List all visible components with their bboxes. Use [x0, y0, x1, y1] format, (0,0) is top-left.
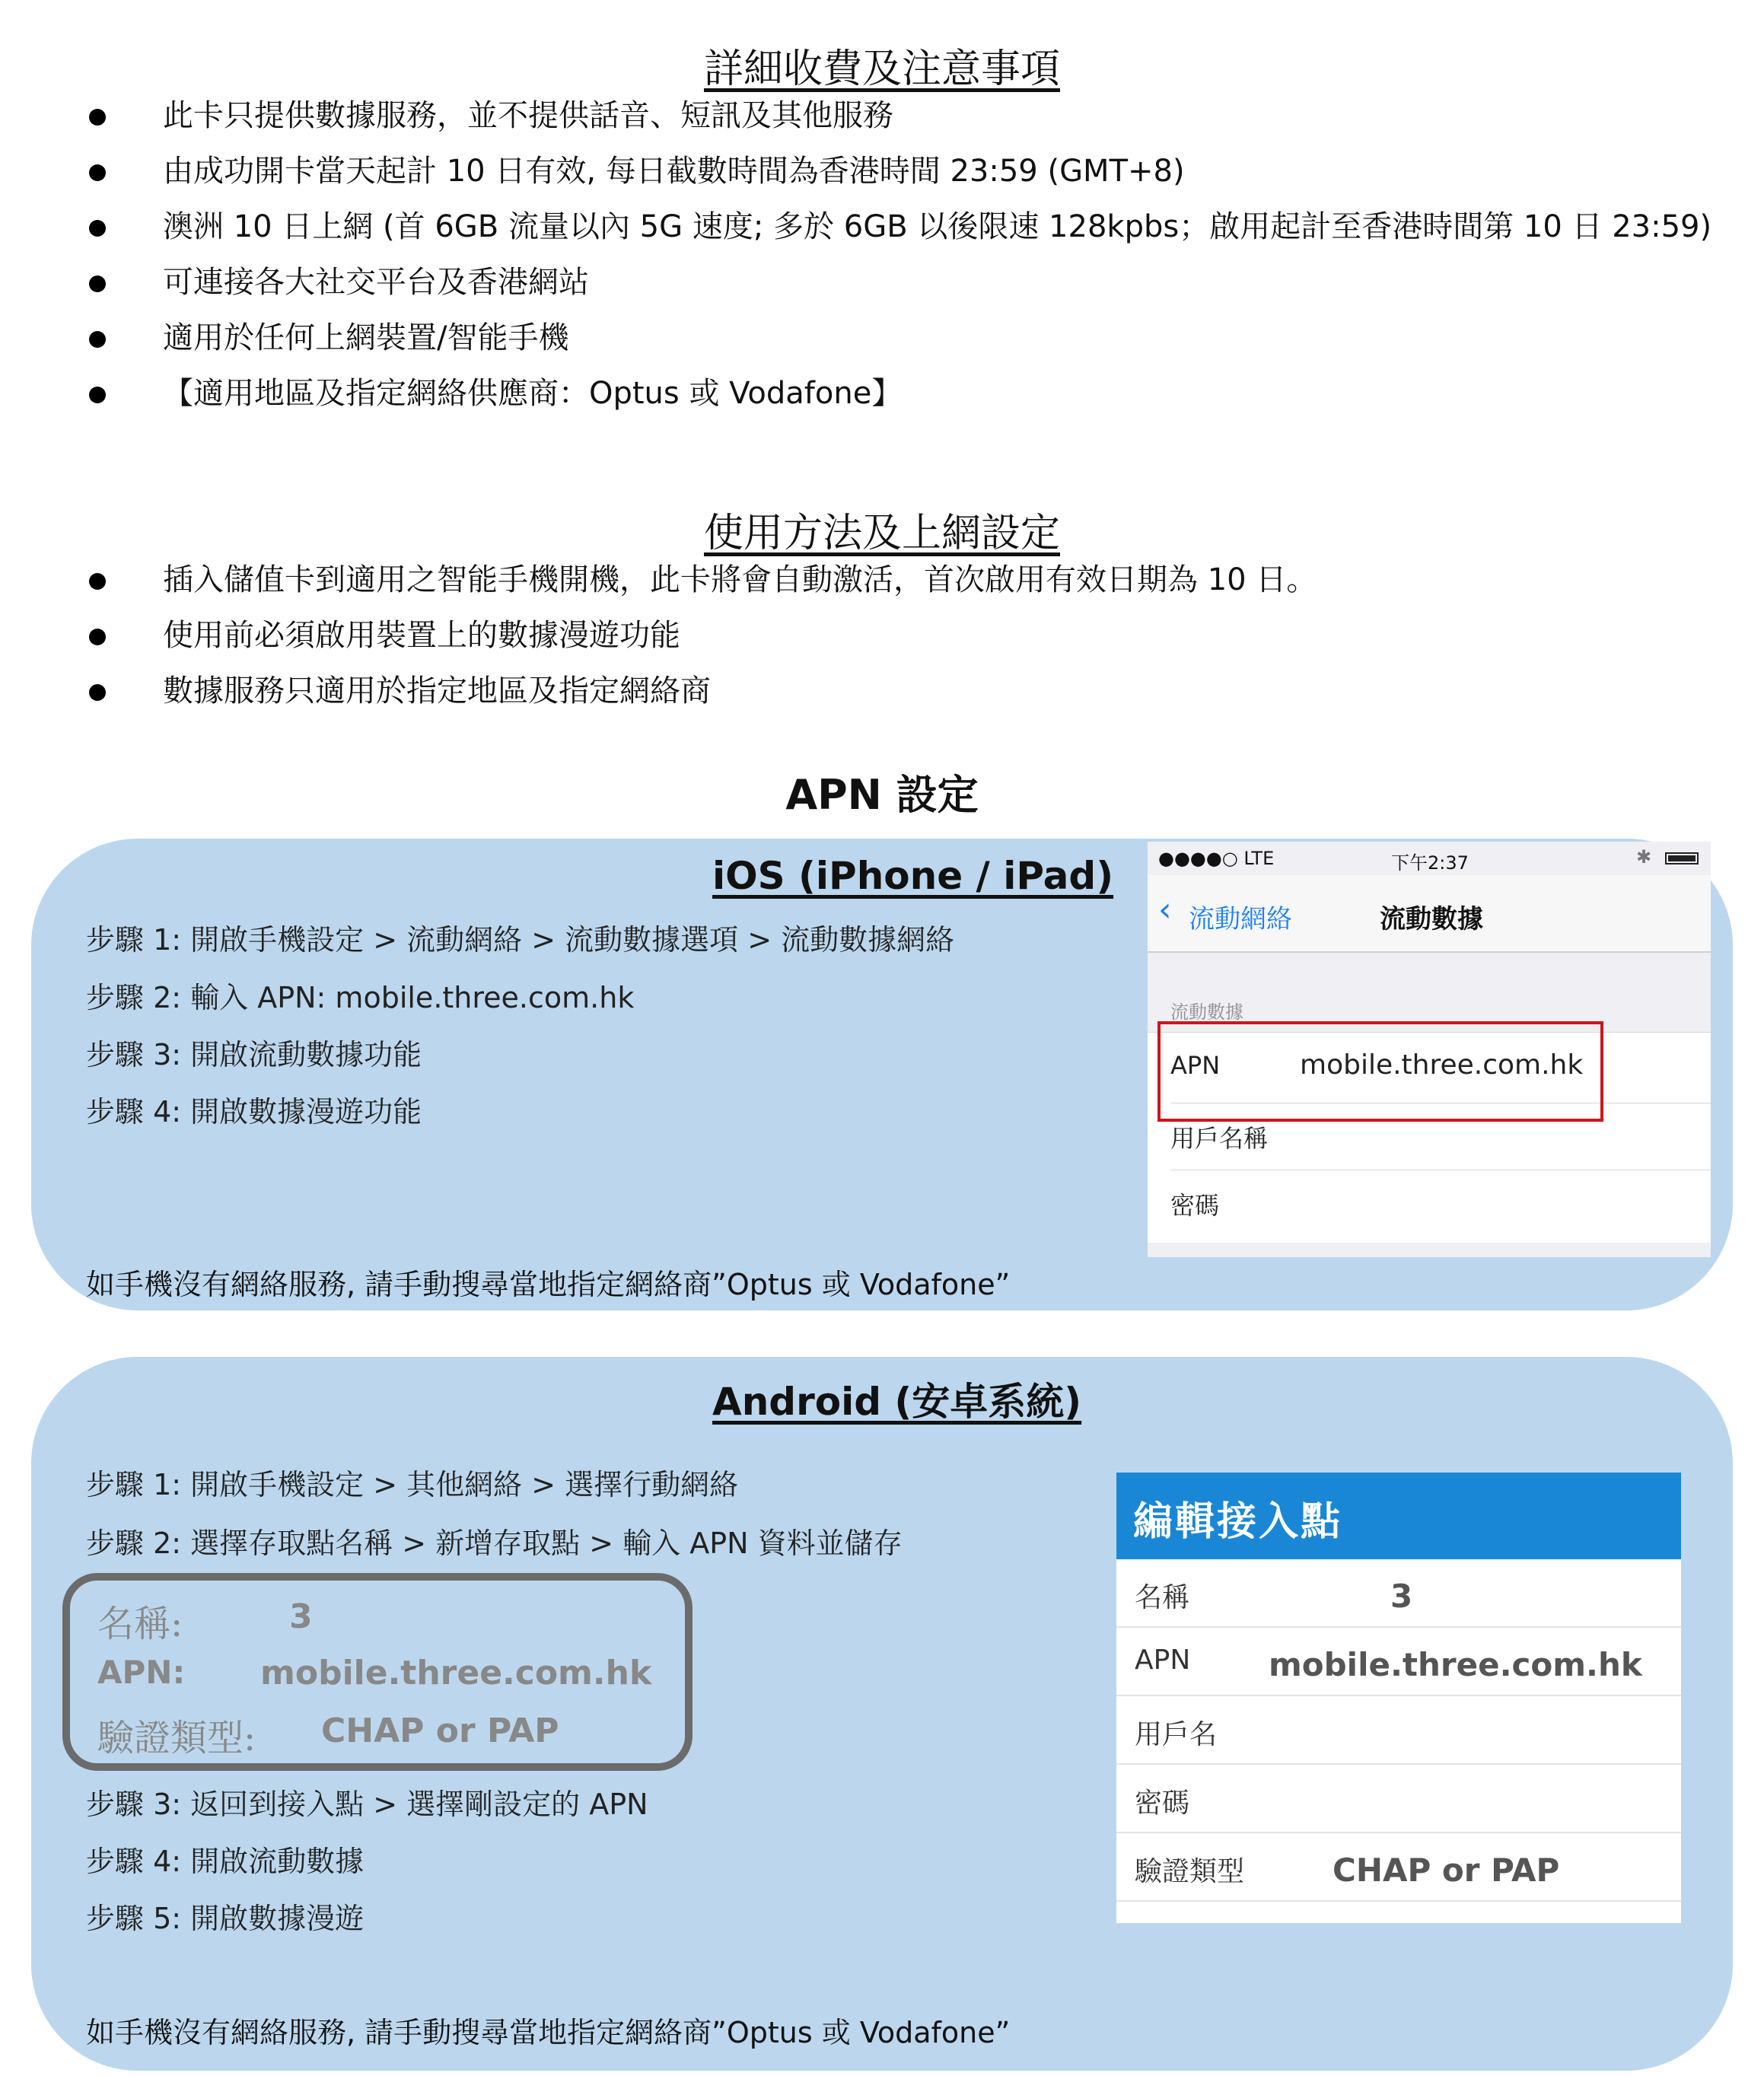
android-app-bar — [1116, 1473, 1681, 1559]
nav-title: 流動數據 — [1380, 904, 1483, 935]
bullet-icon — [89, 331, 106, 348]
section-title-fees: 詳細收費及注意事項 — [703, 46, 1060, 92]
list-item: 使用前必須啟用裝置上的數據漫遊功能 — [76, 608, 1317, 664]
bullet-icon — [89, 629, 106, 645]
bullet-icon — [89, 684, 106, 701]
time-label: 下午2:37 — [1391, 852, 1469, 874]
list-item: 澳洲 10 日上網 (首 6GB 流量以內 5G 速度; 多於 6GB 以後限速 128kpbs；啟用起計至香港時間第 10 日 23:59) — [76, 199, 1711, 255]
apn-label: APN — [1135, 1645, 1191, 1676]
bullet-icon — [89, 109, 106, 126]
list-item: 此卡只提供數據服務，並不提供話音、短訊及其他服務 — [76, 88, 1711, 144]
bluetooth-icon: ✱ — [1636, 846, 1652, 868]
auth-label: 驗證類型 — [1135, 1856, 1245, 1887]
apn-label: APN — [1170, 1051, 1221, 1080]
group-header: 流動數據 — [1170, 1001, 1243, 1023]
list-item: 插入儲值卡到適用之智能手機開機，此卡將會自動激活，首次啟用有效日期為 10 日。 — [76, 552, 1317, 608]
name-label: 名稱 — [1135, 1582, 1190, 1613]
ios-section-title: iOS (iPhone / iPad) — [712, 854, 1114, 898]
password-row[interactable] — [1116, 1765, 1681, 1833]
ios-step-4: 步驟 4: 開啟數據漫遊功能 — [86, 1095, 422, 1129]
ios-status-bar — [1148, 842, 1711, 875]
apn-details-box — [62, 1573, 693, 1771]
password-label[interactable]: 密碼 — [1170, 1191, 1220, 1220]
apn-field[interactable]: mobile.three.com.hk — [1300, 1049, 1584, 1081]
back-button[interactable]: 流動網絡 — [1189, 904, 1292, 935]
bullet-icon — [89, 275, 106, 292]
ios-network-note: 如手機沒有網絡服務, 請手動搜尋當地指定網絡商”Optus 或 Vodafone” — [86, 1268, 1011, 1301]
bullet-icon — [89, 220, 106, 237]
apn-value: mobile.three.com.hk — [1269, 1646, 1642, 1683]
back-chevron-icon[interactable]: ‹ — [1158, 890, 1172, 929]
auth-label: 驗證類型: — [97, 1717, 256, 1759]
password-label: 密碼 — [1135, 1788, 1190, 1819]
username-label: 用戶名 — [1135, 1719, 1218, 1750]
android-network-note: 如手機沒有網絡服務, 請手動搜尋當地指定網絡商”Optus 或 Vodafone” — [86, 2016, 1011, 2049]
auth-type-row[interactable] — [1116, 1833, 1681, 1902]
battery-icon — [1665, 852, 1699, 864]
list-item: 適用於任何上網裝置/智能手機 — [76, 310, 1711, 366]
ios-step-2: 步驟 2: 輸入 APN: mobile.three.com.hk — [86, 981, 635, 1014]
android-apn-screenshot — [1116, 1473, 1681, 1923]
android-step-5: 步驟 5: 開啟數據漫遊 — [86, 1902, 365, 1935]
android-step-4: 步驟 4: 開啟流動數據 — [86, 1845, 365, 1878]
android-section-title: Android (安卓系統) — [712, 1380, 1082, 1424]
usage-bullet-list — [76, 552, 1317, 719]
apn-highlight-box — [1157, 1021, 1603, 1122]
fees-bullet-list — [76, 88, 1711, 422]
apn-settings-title: APN 設定 — [785, 771, 979, 819]
apn-value: mobile.three.com.hk — [260, 1654, 652, 1692]
android-step-3: 步驟 3: 返回到接入點 > 選擇剛設定的 APN — [86, 1788, 648, 1821]
list-item: 數據服務只適用於指定地區及指定網絡商 — [76, 664, 1317, 719]
list-item: 由成功開卡當天起計 10 日有效, 每日截數時間為香港時間 23:59 (GMT+8) — [76, 144, 1711, 199]
name-label: 名稱: — [97, 1603, 183, 1645]
screen-title: 編輯接入點 — [1133, 1499, 1343, 1545]
username-row[interactable] — [1116, 1696, 1681, 1765]
apn-row[interactable] — [1116, 1628, 1681, 1696]
list-item: 可連接各大社交平台及香港網站 — [76, 255, 1711, 310]
name-value: 3 — [1390, 1578, 1413, 1615]
bullet-icon — [89, 573, 106, 590]
username-label[interactable]: 用戶名稱 — [1170, 1124, 1269, 1153]
list-item: 【適用地區及指定網絡供應商：Optus 或 Vodafone】 — [76, 366, 1711, 422]
auth-value: CHAP or PAP — [1333, 1852, 1560, 1889]
android-step-1: 步驟 1: 開啟手機設定 > 其他網絡 > 選擇行動網絡 — [86, 1468, 739, 1501]
carrier-label: ●●●●○ LTE — [1158, 848, 1275, 869]
auth-value: CHAP or PAP — [321, 1711, 559, 1750]
bullet-icon — [89, 164, 106, 181]
apn-label: APN: — [97, 1654, 186, 1691]
name-value: 3 — [289, 1597, 313, 1636]
name-row[interactable] — [1116, 1559, 1681, 1628]
android-step-2: 步驟 2: 選擇存取點名稱 > 新增存取點 > 輸入 APN 資料並儲存 — [86, 1527, 903, 1560]
ios-step-1: 步驟 1: 開啟手機設定 > 流動網絡 > 流動數據選項 > 流動數據網絡 — [86, 923, 955, 957]
ios-step-3: 步驟 3: 開啟流動數據功能 — [86, 1038, 422, 1071]
bullet-icon — [89, 387, 106, 403]
ios-nav-bar — [1148, 875, 1711, 953]
section-title-usage: 使用方法及上網設定 — [703, 511, 1060, 556]
